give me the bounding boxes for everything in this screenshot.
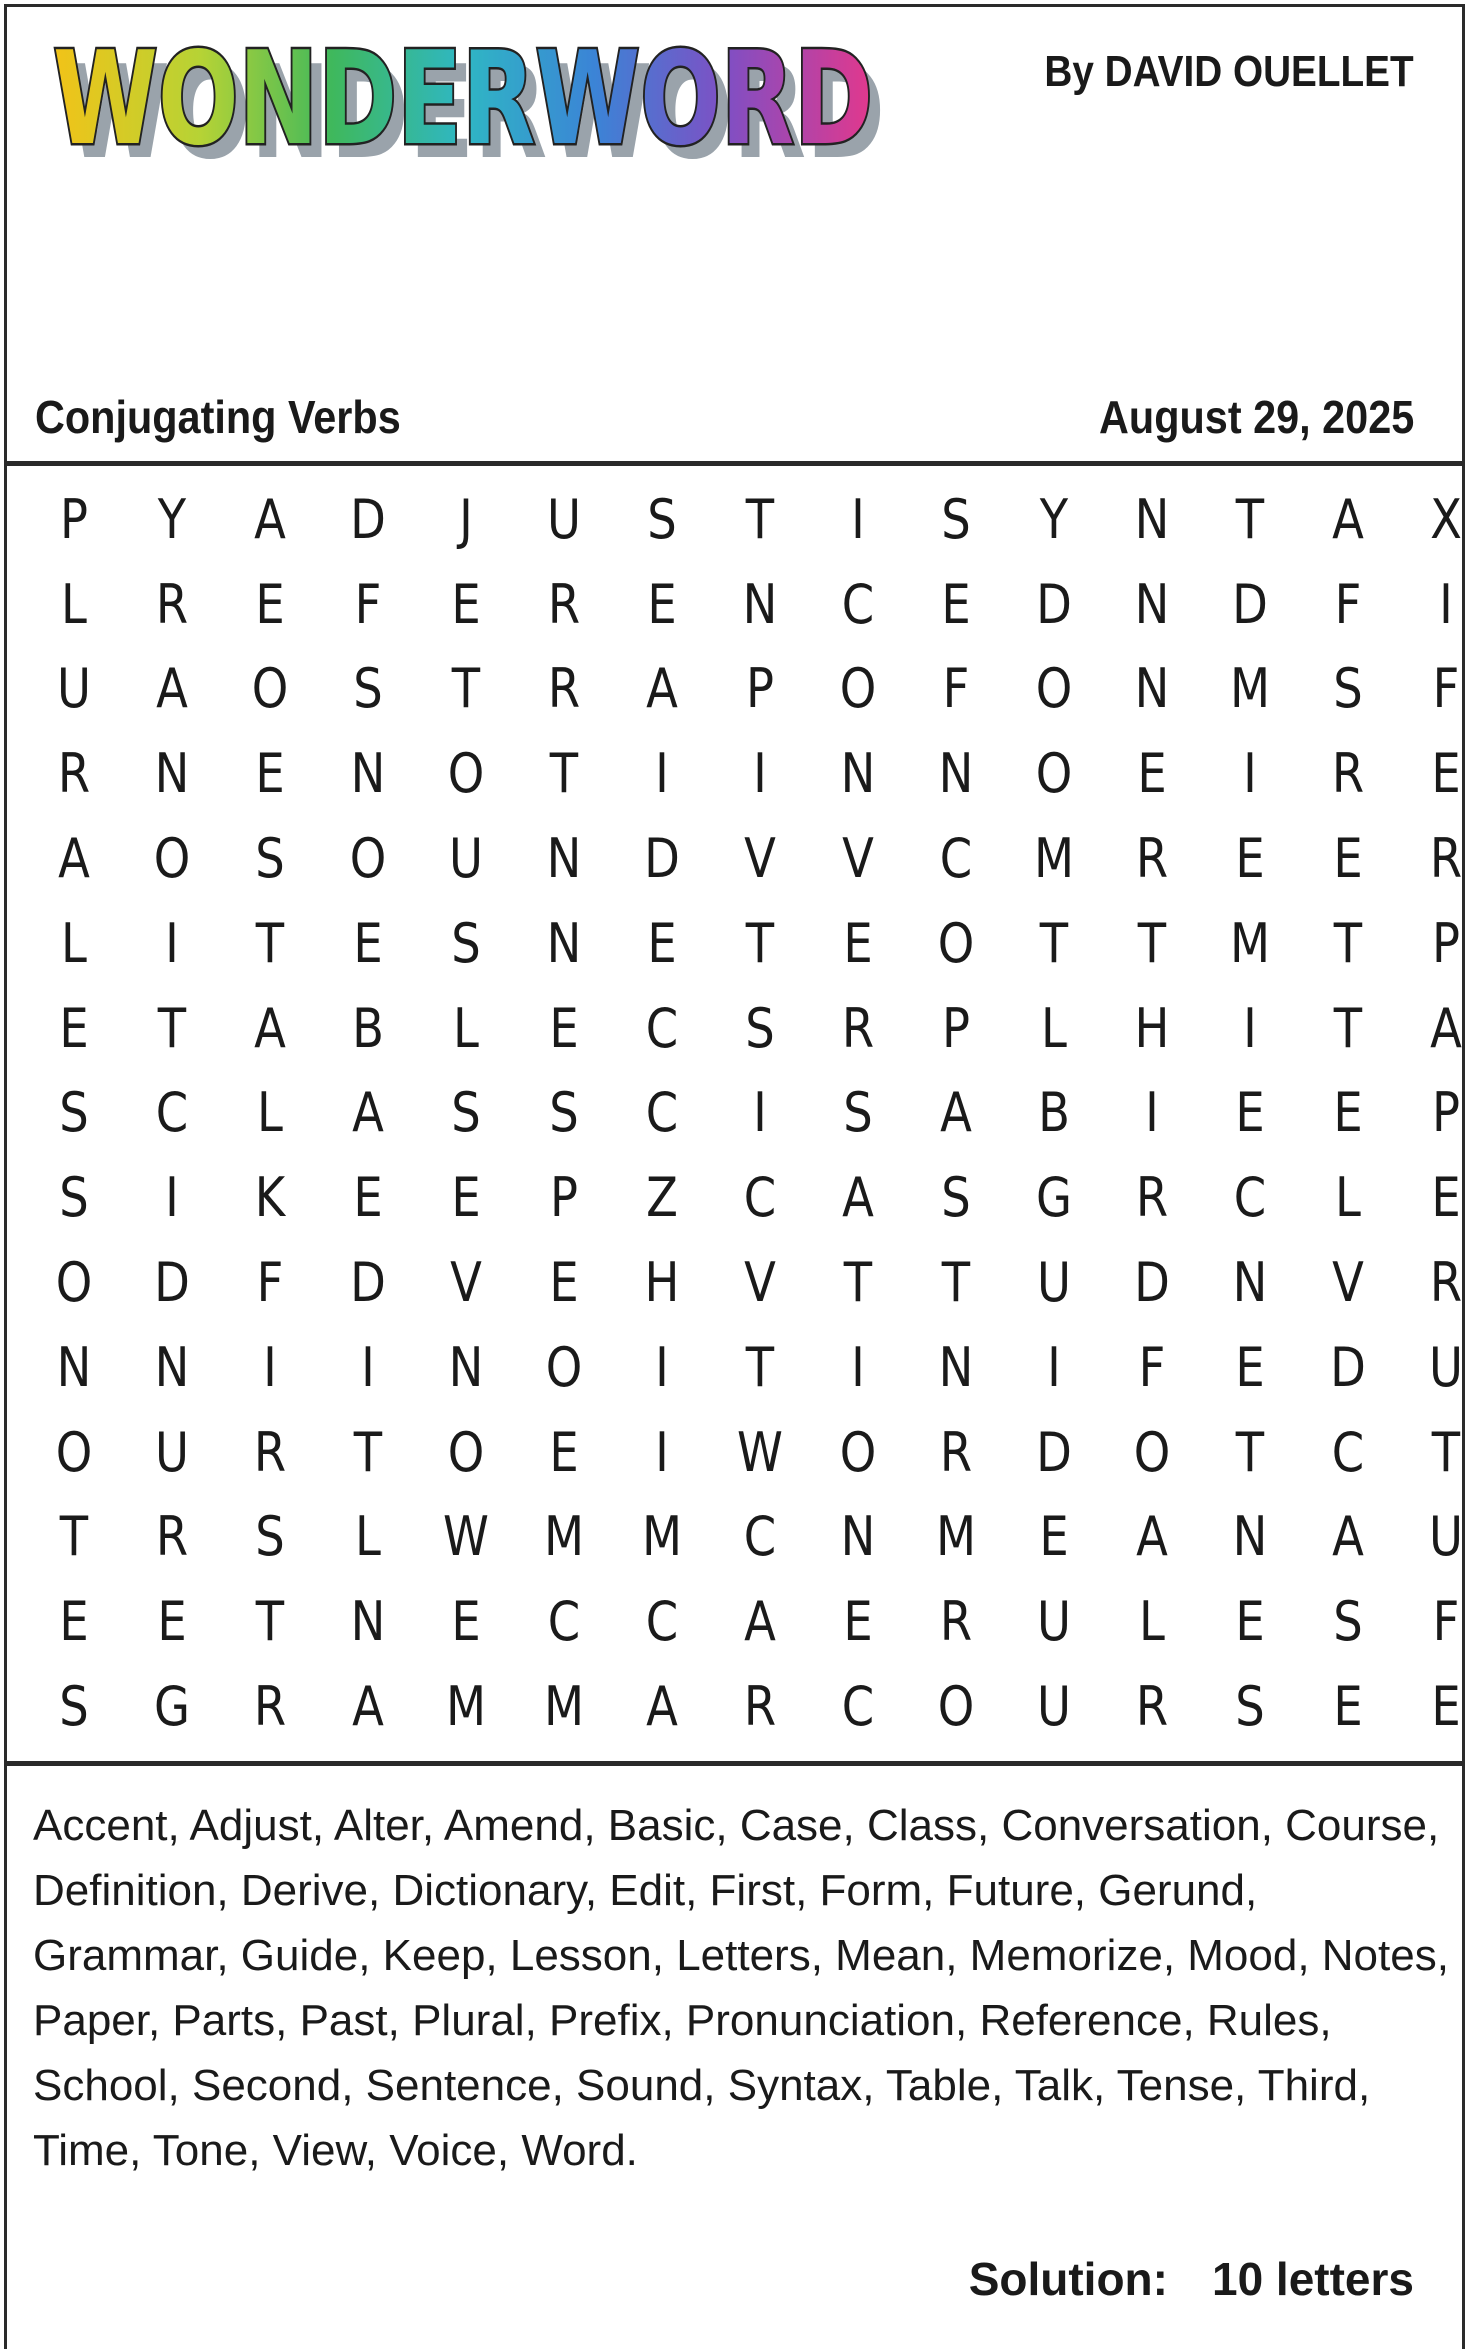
solution-label: Solution: (968, 2253, 1168, 2305)
grid-cell[interactable]: I (1047, 1335, 1061, 1399)
grid-cell[interactable]: S (941, 1166, 971, 1230)
grid-cell[interactable]: M (1229, 911, 1271, 975)
grid-cell[interactable]: R (547, 572, 581, 636)
grid-cell[interactable]: V (744, 827, 776, 891)
grid-cell[interactable]: T (1333, 996, 1363, 1060)
grid-cell[interactable]: R (1135, 1166, 1169, 1230)
grid-cell[interactable]: F (1138, 1335, 1166, 1399)
grid-cell[interactable]: W (737, 1420, 783, 1484)
grid-cell[interactable]: I (655, 1420, 669, 1484)
grid-cell[interactable]: D (154, 1251, 190, 1315)
grid-cell[interactable]: S (255, 1505, 285, 1569)
grid-cell[interactable]: N (1134, 487, 1170, 551)
grid-cell[interactable]: A (940, 1081, 972, 1145)
grid-cell[interactable]: E (255, 742, 285, 806)
grid-cell[interactable]: Y (157, 487, 187, 551)
grid-cell[interactable]: C (1331, 1420, 1365, 1484)
letter-grid[interactable] (25, 477, 1463, 1749)
puzzle-date: August 29, 2025 (1098, 391, 1414, 443)
grid-cell[interactable]: O (55, 1420, 93, 1484)
grid-cell[interactable]: S (451, 1081, 481, 1145)
grid-cell[interactable]: S (941, 487, 971, 551)
grid-cell[interactable]: S (255, 827, 285, 891)
grid-cell[interactable]: W (443, 1505, 489, 1569)
grid-cell[interactable]: R (253, 1420, 287, 1484)
grid-cell[interactable]: E (941, 572, 971, 636)
grid-cell[interactable]: E (353, 1166, 383, 1230)
grid-cell[interactable]: O (839, 657, 877, 721)
grid-cell[interactable]: L (1139, 1590, 1165, 1654)
grid-cell[interactable]: E (1333, 1081, 1363, 1145)
grid-cell[interactable]: A (1136, 1505, 1168, 1569)
grid-cell[interactable]: O (545, 1335, 583, 1399)
grid-cell[interactable]: F (1432, 657, 1460, 721)
grid-cell[interactable]: N (1134, 657, 1170, 721)
grid-cell[interactable]: D (350, 487, 386, 551)
grid-cell[interactable]: P (1431, 1081, 1461, 1145)
grid-cell[interactable]: N (448, 1335, 484, 1399)
grid-cell[interactable]: T (59, 1505, 89, 1569)
word-list-text: Accent, Adjust, Alter, Amend, Basic, Case, Class, Conversation, Course, Definition, Derive, Dictionary, Edit, First, Form, Future, Gerund, Grammar, Guide, Keep, Lesson, Letters, Mean, Memorize, Mood, Notes, Paper, Parts, Past, Plural, Prefix, Pronunciation, Reference, Rules, School, Second, Sentence, Sound, Syntax, Table, Talk, Tense, Third, Time, Tone, View, Voice, Word. (33, 1801, 1449, 2175)
grid-cell[interactable]: A (254, 487, 286, 551)
grid-cell[interactable]: S (745, 996, 775, 1060)
grid-cell[interactable]: A (254, 996, 286, 1060)
grid-cell[interactable]: E (549, 1251, 579, 1315)
grid-cell[interactable]: M (641, 1505, 683, 1569)
divider-top (7, 461, 1462, 466)
grid-cell[interactable]: P (549, 1166, 579, 1230)
grid-cell[interactable]: V (744, 1251, 776, 1315)
grid-cell[interactable]: N (154, 742, 190, 806)
grid-cell[interactable]: A (58, 827, 90, 891)
grid-cell[interactable]: T (745, 911, 775, 975)
grid-cell[interactable]: V (1332, 1251, 1364, 1315)
grid-cell[interactable]: R (939, 1420, 973, 1484)
grid-cell[interactable]: E (647, 911, 677, 975)
grid-cell[interactable]: F (1432, 1590, 1460, 1654)
grid-cell[interactable]: D (1134, 1251, 1170, 1315)
grid-cell[interactable]: C (645, 996, 679, 1060)
grid-cell[interactable]: Z (646, 1166, 678, 1230)
grid-cell[interactable]: I (1145, 1081, 1159, 1145)
grid-cell[interactable]: A (646, 657, 678, 721)
grid-cell[interactable]: B (352, 996, 384, 1060)
grid-cell[interactable]: R (547, 657, 581, 721)
grid-cell[interactable]: N (546, 911, 582, 975)
grid-cell[interactable]: N (938, 742, 974, 806)
grid-cell[interactable]: A (646, 1675, 678, 1739)
grid-cell[interactable]: C (645, 1081, 679, 1145)
grid-cell[interactable]: L (61, 572, 87, 636)
grid-cell[interactable]: T (157, 996, 187, 1060)
grid-cell[interactable]: D (1036, 1420, 1072, 1484)
grid-cell[interactable]: V (450, 1251, 482, 1315)
grid-cell[interactable]: P (745, 657, 775, 721)
grid-cell[interactable]: C (645, 1590, 679, 1654)
grid-cell[interactable]: N (350, 1590, 386, 1654)
grid-cell[interactable]: L (1041, 996, 1067, 1060)
grid-cell[interactable]: I (1243, 742, 1257, 806)
grid-cell[interactable]: O (937, 1675, 975, 1739)
grid-cell[interactable]: P (941, 996, 971, 1060)
grid-cell[interactable]: N (840, 1505, 876, 1569)
grid-cell[interactable]: I (851, 487, 865, 551)
grid-cell[interactable]: M (445, 1675, 487, 1739)
grid-cell[interactable]: R (743, 1675, 777, 1739)
grid-cell[interactable]: E (1235, 1335, 1265, 1399)
grid-cell[interactable]: O (55, 1251, 93, 1315)
solution-value: 10 letters (1211, 2253, 1414, 2305)
grid-cell[interactable]: O (1035, 657, 1073, 721)
grid-cell[interactable]: A (352, 1675, 384, 1739)
grid-cell[interactable]: U (155, 1420, 189, 1484)
grid-cell[interactable]: C (939, 827, 973, 891)
grid-cell[interactable]: A (156, 657, 188, 721)
grid-cell[interactable]: T (941, 1251, 971, 1315)
grid-cell[interactable]: E (1431, 1675, 1461, 1739)
grid-cell[interactable]: S (59, 1081, 89, 1145)
grid-cell[interactable]: N (1134, 572, 1170, 636)
grid-cell[interactable]: U (1429, 1335, 1463, 1399)
grid-cell[interactable]: T (1235, 1420, 1265, 1484)
grid-cell[interactable]: U (547, 487, 581, 551)
grid-cell[interactable]: I (361, 1335, 375, 1399)
grid-cell[interactable]: L (257, 1081, 283, 1145)
grid-cell[interactable]: N (938, 1335, 974, 1399)
grid-cell[interactable]: R (1429, 827, 1463, 891)
grid-cell[interactable]: E (1235, 1590, 1265, 1654)
grid-cell[interactable]: N (742, 572, 778, 636)
puzzle-frame (4, 4, 1465, 2349)
grid-cell[interactable]: T (255, 1590, 285, 1654)
grid-cell[interactable]: T (843, 1251, 873, 1315)
grid-cell[interactable]: L (1335, 1166, 1361, 1230)
grid-cell[interactable]: L (61, 911, 87, 975)
grid-cell[interactable]: C (155, 1081, 189, 1145)
grid-cell[interactable]: I (1439, 572, 1453, 636)
grid-cell[interactable]: R (253, 1675, 287, 1739)
grid-cell[interactable]: N (350, 742, 386, 806)
grid-cell[interactable]: N (840, 742, 876, 806)
grid-cell[interactable]: U (57, 657, 91, 721)
grid-cell[interactable]: U (1037, 1590, 1071, 1654)
puzzle-title: Conjugating Verbs (35, 391, 401, 443)
grid-cell[interactable]: T (353, 1420, 383, 1484)
grid-cell[interactable]: S (451, 911, 481, 975)
grid-cell[interactable]: Y (1039, 487, 1069, 551)
grid-cell[interactable]: H (1134, 996, 1170, 1060)
grid-cell[interactable]: M (1033, 827, 1075, 891)
grid-cell[interactable]: I (165, 1166, 179, 1230)
grid-cell[interactable]: I (655, 1335, 669, 1399)
grid-cell[interactable]: I (655, 742, 669, 806)
grid-cell[interactable]: F (1334, 572, 1362, 636)
grid-cell[interactable]: U (1429, 1505, 1463, 1569)
grid-cell[interactable]: S (843, 1081, 873, 1145)
grid-cell[interactable]: P (59, 487, 89, 551)
grid-cell[interactable]: T (1333, 911, 1363, 975)
grid-cell[interactable]: E (1235, 827, 1265, 891)
wonderword-logo (47, 27, 917, 187)
grid-cell[interactable]: L (355, 1505, 381, 1569)
grid-cell[interactable]: C (841, 1675, 875, 1739)
grid-cell[interactable]: G (1035, 1166, 1072, 1230)
grid-cell[interactable]: O (839, 1420, 877, 1484)
grid-cell[interactable]: T (745, 1335, 775, 1399)
grid-cell[interactable]: N (154, 1335, 190, 1399)
author-byline: By DAVID OUELLET (1044, 47, 1414, 96)
grid-cell[interactable]: O (1133, 1420, 1171, 1484)
grid-cell[interactable]: A (1430, 996, 1462, 1060)
grid-cell[interactable]: S (549, 1081, 579, 1145)
grid-cell[interactable]: E (157, 1590, 187, 1654)
grid-cell[interactable]: E (451, 572, 481, 636)
grid-cell[interactable]: T (451, 657, 481, 721)
grid-cell[interactable]: E (843, 911, 873, 975)
grid-cell[interactable]: D (644, 827, 680, 891)
grid-cell[interactable]: R (841, 996, 875, 1060)
grid-cell[interactable]: X (1430, 487, 1462, 551)
grid-cell[interactable]: G (153, 1675, 190, 1739)
grid-cell[interactable]: T (255, 911, 285, 975)
logo-text: WONDERWORD (53, 27, 873, 174)
grid-cell[interactable]: M (543, 1505, 585, 1569)
grid-cell[interactable]: R (1429, 1251, 1463, 1315)
grid-cell[interactable]: R (155, 1505, 189, 1569)
grid-cell[interactable]: D (1330, 1335, 1366, 1399)
grid-cell[interactable]: I (263, 1335, 277, 1399)
grid-cell[interactable]: T (1431, 1420, 1461, 1484)
grid-cell[interactable]: I (165, 911, 179, 975)
grid-cell[interactable]: T (1137, 911, 1167, 975)
grid-cell[interactable]: S (59, 1166, 89, 1230)
grid-cell[interactable]: R (57, 742, 91, 806)
grid-cell[interactable]: P (1431, 911, 1461, 975)
grid-cell[interactable]: N (546, 827, 582, 891)
grid-cell[interactable]: C (743, 1505, 777, 1569)
grid-cell[interactable]: C (841, 572, 875, 636)
grid-cell[interactable]: U (1037, 1251, 1071, 1315)
grid-cell[interactable]: A (842, 1166, 874, 1230)
grid-cell[interactable]: E (451, 1590, 481, 1654)
grid-cell[interactable]: I (1243, 996, 1257, 1060)
grid-cell[interactable]: C (547, 1590, 581, 1654)
grid-cell[interactable]: E (1235, 1081, 1265, 1145)
grid-cell[interactable]: V (842, 827, 874, 891)
solution-line (969, 2252, 1414, 2306)
grid-cell[interactable]: S (1333, 657, 1363, 721)
grid-cell[interactable]: E (1431, 742, 1461, 806)
grid-cell[interactable]: H (644, 1251, 680, 1315)
grid-cell[interactable]: L (453, 996, 479, 1060)
grid-cell[interactable]: T (745, 487, 775, 551)
grid-cell[interactable]: E (1039, 1505, 1069, 1569)
grid-cell[interactable]: I (753, 1081, 767, 1145)
grid-cell[interactable]: O (349, 827, 387, 891)
grid-cell[interactable]: C (1233, 1166, 1267, 1230)
grid-cell[interactable]: O (251, 657, 289, 721)
grid-cell[interactable]: I (753, 742, 767, 806)
grid-cell[interactable]: A (1332, 1505, 1364, 1569)
grid-cell[interactable]: E (1333, 827, 1363, 891)
grid-cell[interactable]: E (255, 572, 285, 636)
grid-cell[interactable]: S (1235, 1675, 1265, 1739)
grid-cell[interactable]: T (549, 742, 579, 806)
grid-cell[interactable]: N (56, 1335, 92, 1399)
grid-cell[interactable]: E (59, 1590, 89, 1654)
grid-cell[interactable]: U (1037, 1675, 1071, 1739)
grid-cell[interactable]: E (451, 1166, 481, 1230)
grid-cell[interactable]: S (647, 487, 677, 551)
grid-cell[interactable]: F (256, 1251, 284, 1315)
grid-cell[interactable]: K (254, 1166, 286, 1230)
grid-cell[interactable]: O (937, 911, 975, 975)
grid-cell[interactable]: F (354, 572, 382, 636)
grid-cell[interactable]: A (744, 1590, 776, 1654)
grid-cell[interactable]: F (942, 657, 970, 721)
grid-cell[interactable]: M (935, 1505, 977, 1569)
grid-cell[interactable]: D (1232, 572, 1268, 636)
grid-cell[interactable]: S (59, 1675, 89, 1739)
grid-cell[interactable]: E (1137, 742, 1167, 806)
divider-bottom (7, 1761, 1462, 1766)
grid-cell[interactable]: M (1229, 657, 1271, 721)
grid-cell[interactable]: U (449, 827, 483, 891)
grid-cell[interactable]: D (350, 1251, 386, 1315)
grid-cell[interactable]: T (1235, 487, 1265, 551)
grid-cell[interactable]: R (939, 1590, 973, 1654)
grid-cell[interactable]: A (352, 1081, 384, 1145)
grid-cell[interactable]: R (1135, 827, 1169, 891)
grid-cell[interactable]: E (353, 911, 383, 975)
grid-cell[interactable]: R (1135, 1675, 1169, 1739)
grid-cell[interactable]: A (1332, 487, 1364, 551)
grid-cell[interactable]: E (843, 1590, 873, 1654)
grid-cell[interactable]: C (743, 1166, 777, 1230)
grid-cell[interactable]: S (353, 657, 383, 721)
grid-cell[interactable]: M (543, 1675, 585, 1739)
grid-cell[interactable]: D (1036, 572, 1072, 636)
grid-cell[interactable]: E (549, 996, 579, 1060)
grid-cell[interactable]: R (1331, 742, 1365, 806)
grid-cell[interactable]: T (1039, 911, 1069, 975)
grid-cell[interactable]: J (459, 487, 473, 551)
grid-cell[interactable]: O (447, 742, 485, 806)
word-list (33, 1793, 1453, 2183)
grid-cell[interactable]: O (1035, 742, 1073, 806)
grid-cell[interactable]: N (1232, 1505, 1268, 1569)
grid-cell[interactable]: S (1333, 1590, 1363, 1654)
grid-cell[interactable]: N (1232, 1251, 1268, 1315)
grid-cell[interactable]: I (851, 1335, 865, 1399)
grid-cell[interactable]: R (155, 572, 189, 636)
grid-cell[interactable]: E (59, 996, 89, 1060)
grid-cell[interactable]: E (549, 1420, 579, 1484)
grid-cell[interactable]: E (1333, 1675, 1363, 1739)
grid-cell[interactable]: B (1038, 1081, 1070, 1145)
grid-cell[interactable]: O (447, 1420, 485, 1484)
grid-cell[interactable]: O (153, 827, 191, 891)
logo-shadow: WONDERWORD (65, 39, 885, 187)
grid-cell[interactable]: E (1431, 1166, 1461, 1230)
grid-cell[interactable]: E (647, 572, 677, 636)
